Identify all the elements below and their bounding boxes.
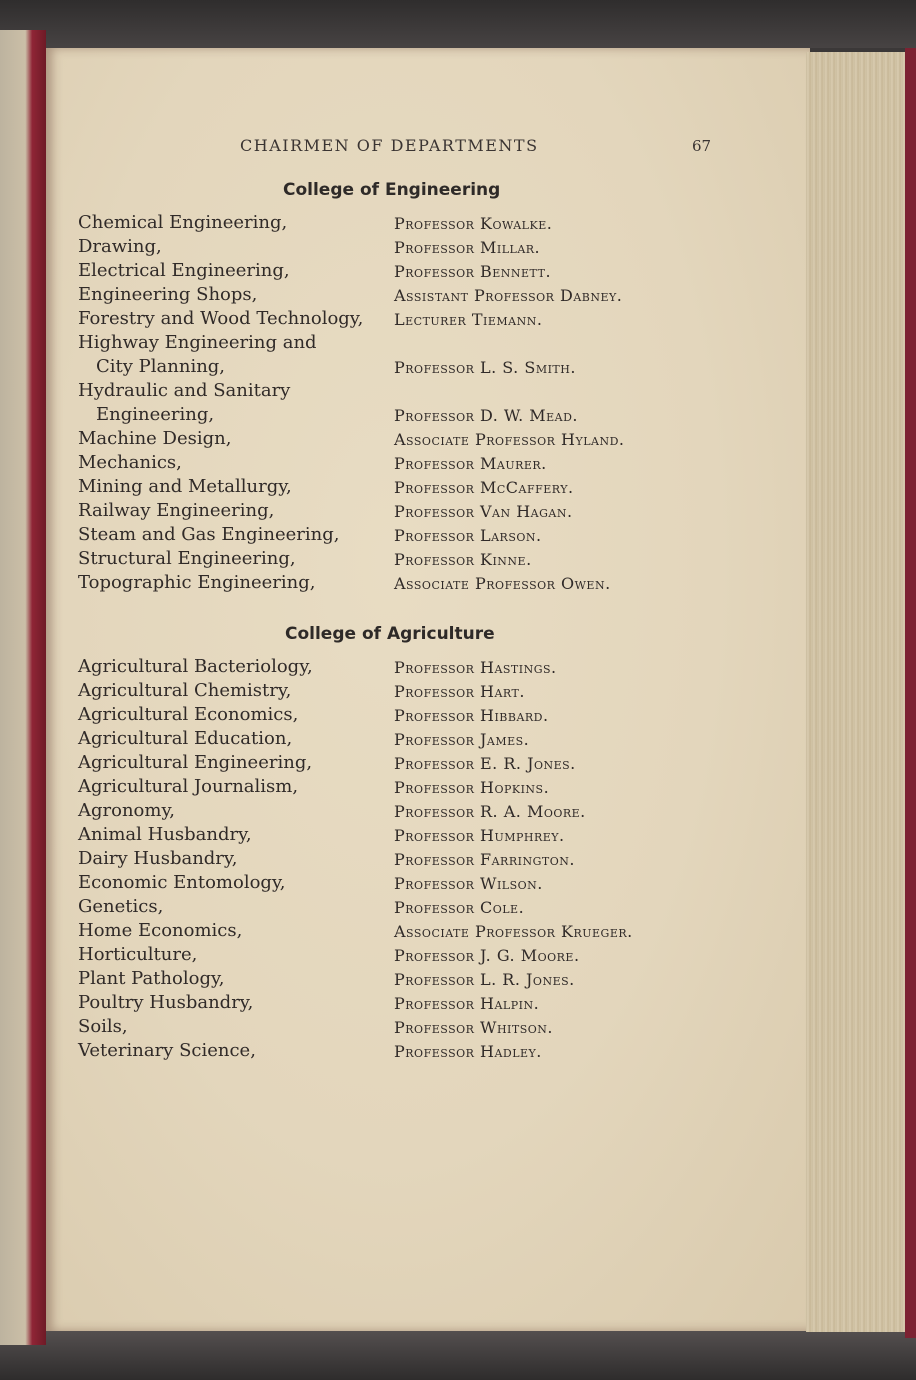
department-name: Hydraulic and Sanitary (78, 380, 291, 401)
table-row (0, 284, 800, 308)
department-name: Poultry Husbandry, (78, 992, 254, 1013)
chairman-name: Professor Hadley. (394, 1042, 542, 1061)
chairman-name: Professor Humphrey. (394, 826, 565, 845)
bottom-background (0, 1330, 916, 1380)
department-name: Plant Pathology, (78, 968, 225, 989)
table-row (0, 404, 800, 428)
chairman-name: Professor R. A. Moore. (394, 802, 586, 821)
chairman-name: Associate Professor Krueger. (394, 922, 633, 941)
table-row (0, 944, 800, 968)
table-row (0, 428, 800, 452)
department-name: Steam and Gas Engineering, (78, 524, 340, 545)
table-row (0, 524, 800, 548)
table-row (0, 920, 800, 944)
chairman-name: Professor James. (394, 730, 530, 749)
table-row (0, 824, 800, 848)
chairman-name: Professor Wilson. (394, 874, 543, 893)
table-row (0, 992, 800, 1016)
table-row (0, 872, 800, 896)
department-name: Engineering, (96, 404, 215, 425)
department-name: Dairy Husbandry, (78, 848, 238, 869)
department-name: Agricultural Engineering, (78, 752, 313, 773)
chairman-name: Professor Millar. (394, 238, 541, 257)
chairman-name: Professor Hopkins. (394, 778, 550, 797)
table-row (0, 572, 800, 596)
department-name: Mining and Metallurgy, (78, 476, 292, 497)
department-name: Agricultural Bacteriology, (78, 656, 313, 677)
department-name: Agricultural Economics, (78, 704, 299, 725)
page-edges (806, 52, 910, 1332)
department-name: Machine Design, (78, 428, 232, 449)
chairman-name: Associate Professor Owen. (394, 574, 611, 593)
table-row (0, 476, 800, 500)
page-number: 67 (692, 137, 712, 155)
section-title-agriculture: College of Agriculture (285, 624, 495, 644)
chairman-name: Lecturer Tiemann. (394, 310, 543, 329)
book-cover-edge (905, 48, 916, 1338)
department-name: Engineering Shops, (78, 284, 258, 305)
chairman-name: Professor Maurer. (394, 454, 547, 473)
table-row (0, 752, 800, 776)
chairman-name: Professor Whitson. (394, 1018, 553, 1037)
table-row (0, 800, 800, 824)
table-row (0, 236, 800, 260)
chairman-name: Professor Hibbard. (394, 706, 549, 725)
chairman-name: Professor Halpin. (394, 994, 540, 1013)
table-row (0, 356, 800, 380)
table-row (0, 656, 800, 680)
table-row (0, 500, 800, 524)
table-row (0, 212, 800, 236)
department-name: Agricultural Chemistry, (78, 680, 292, 701)
chairman-name: Professor D. W. Mead. (394, 406, 579, 425)
department-name: Mechanics, (78, 452, 182, 473)
chairman-name: Associate Professor Hyland. (394, 430, 625, 449)
department-name: Highway Engineering and (78, 332, 317, 353)
department-name: Chemical Engineering, (78, 212, 288, 233)
department-name: Agricultural Journalism, (78, 776, 299, 797)
chairman-name: Professor Hastings. (394, 658, 557, 677)
department-name: Agronomy, (78, 800, 175, 821)
table-row (0, 728, 800, 752)
running-title: CHAIRMEN OF DEPARTMENTS (240, 136, 539, 155)
chairman-name: Professor Larson. (394, 526, 542, 545)
table-row (0, 776, 800, 800)
department-name: Genetics, (78, 896, 164, 917)
chairman-name: Professor E. R. Jones. (394, 754, 576, 773)
department-name: Animal Husbandry, (78, 824, 252, 845)
department-name: Soils, (78, 1016, 128, 1037)
table-row (0, 548, 800, 572)
table-row (0, 308, 800, 332)
table-row (0, 332, 800, 356)
department-name: Railway Engineering, (78, 500, 275, 521)
chairman-name: Professor Kowalke. (394, 214, 553, 233)
chairman-name: Professor McCaffery. (394, 478, 574, 497)
table-row (0, 380, 800, 404)
table-row (0, 848, 800, 872)
table-row (0, 1040, 800, 1064)
department-name: Home Economics, (78, 920, 243, 941)
table-row (0, 680, 800, 704)
department-name: Structural Engineering, (78, 548, 296, 569)
department-name: Veterinary Science, (78, 1040, 256, 1061)
table-row (0, 452, 800, 476)
chairman-name: Assistant Professor Dabney. (394, 286, 623, 305)
department-name: Forestry and Wood Technology, (78, 308, 364, 329)
table-row (0, 260, 800, 284)
department-name: Electrical Engineering, (78, 260, 290, 281)
chairman-name: Professor Cole. (394, 898, 525, 917)
table-row (0, 704, 800, 728)
chairman-name: Professor Farrington. (394, 850, 575, 869)
top-background (0, 0, 916, 48)
table-row (0, 968, 800, 992)
department-name: Topographic Engineering, (78, 572, 316, 593)
department-name: Drawing, (78, 236, 162, 257)
chairman-name: Professor Hart. (394, 682, 525, 701)
department-name: Economic Entomology, (78, 872, 286, 893)
chairman-name: Professor J. G. Moore. (394, 946, 580, 965)
department-name: Horticulture, (78, 944, 198, 965)
department-name: Agricultural Education, (78, 728, 293, 749)
chairman-name: Professor L. S. Smith. (394, 358, 576, 377)
section-title-engineering: College of Engineering (283, 180, 501, 200)
department-name: City Planning, (96, 356, 226, 377)
chairman-name: Professor L. R. Jones. (394, 970, 575, 989)
chairman-name: Professor Van Hagan. (394, 502, 573, 521)
chairman-name: Professor Kinne. (394, 550, 532, 569)
table-row (0, 896, 800, 920)
chairman-name: Professor Bennett. (394, 262, 552, 281)
table-row (0, 1016, 800, 1040)
